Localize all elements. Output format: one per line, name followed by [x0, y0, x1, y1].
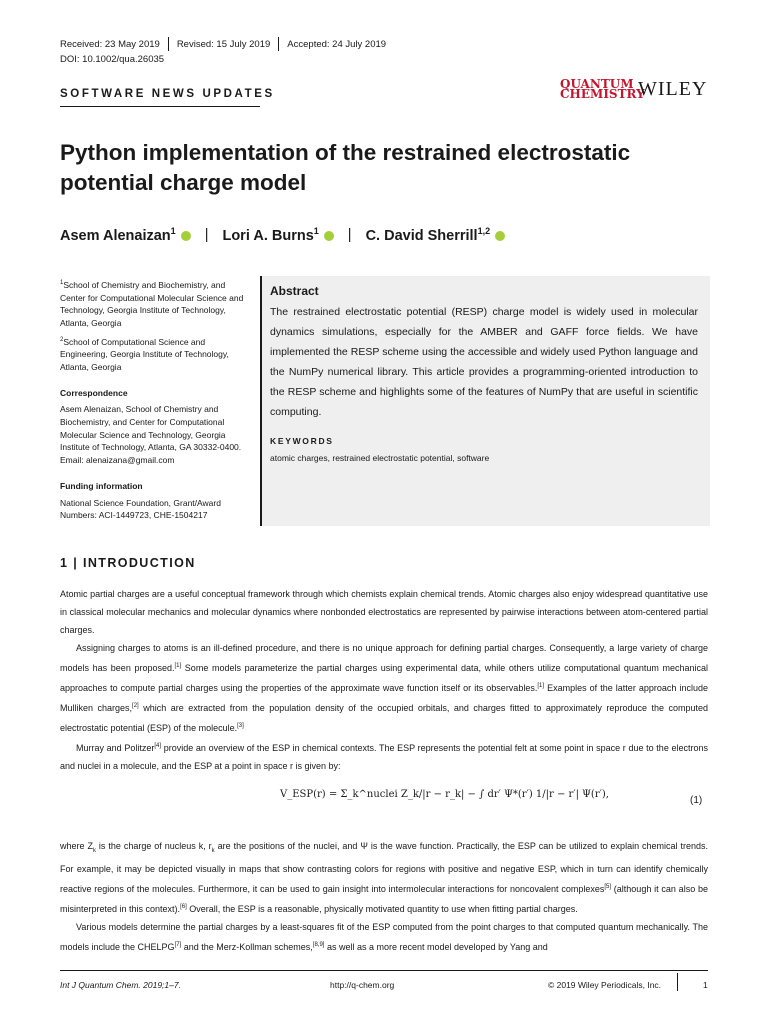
correspondence-text: Asem Alenaizan, School of Chemistry and Biochemistry, and Center for Computational Molecular Science and Technology, Georgia Institute of Technology, Atlanta, GA 30332-0400. Email: alenaizana@gmail.com [60, 404, 242, 466]
abstract-heading: Abstract [270, 284, 319, 298]
author-name[interactable]: Asem Alenaizan$^1$ [60, 226, 176, 244]
date-divider [168, 37, 169, 51]
footer-rule [60, 970, 708, 971]
paragraph: where $Z_k$ is the charge of nucleus k, $r_k$ are the positions of the nuclei, and Ψ is the wave function. Practically, the ESP can be utilized to explain chemical trends. For example, it may be depicted visually in maps that show contrasting colors for regions with positive and negative ESP, which in turn can identify chemically reactive regions of the molecules. Furthermore, it can be used to gain insight into intermolecular interactions for noncovalent complexes[5] (although it can also be misinterpreted in this context).[6] Overall, the ESP is a reasonable, physically motivated quantity to use when fitting partial charges. [60, 841, 709, 914]
body-text-block-2 [60, 837, 708, 956]
section-label: SOFTWARE NEWS UPDATES [60, 88, 275, 100]
page-number: 1 [703, 980, 708, 990]
keywords-text: atomic charges, restrained electrostatic potential, software [270, 453, 490, 463]
correspondence-heading: Correspondence [60, 387, 128, 398]
author-list [60, 226, 505, 244]
citation-ref[interactable]: [3] [237, 723, 244, 729]
date-divider [278, 37, 279, 51]
author-name[interactable]: Lori A. Burns$^1$ [222, 226, 319, 244]
abstract-text: The restrained electrostatic potential (RESP) charge model is widely used in molecular dynamics simulations, especially for the AMBER and GAFF force fields. We have implemented the RESP scheme using the accessible and widely used Python language and the NumPy numerical library. This article provides a programming-oriented introduction to the RESP scheme and highlights some of the features of NumPy that are useful in scientific computing. [270, 306, 698, 418]
author-name[interactable]: C. David Sherrill$^{1,2}$ [365, 226, 491, 244]
article-info-column [60, 277, 245, 526]
paragraph: Atomic partial charges are a useful conceptual framework through which chemists explain chemical trends. Atomic charges also enjoy widespread quantitative use in classical molecular mechanics and molecular dynamics where nonbonded electrostatics are represented by pairwise interactions between atom-centered partial charges. [60, 589, 708, 635]
paragraph: Murray and Politzer[4] provide an overview of the ESP in chemical contexts. The ESP represents the potential felt at some point in space r due to the electrons and nuclei in a molecule, and the ESP at a point in space r is given by: [60, 743, 709, 771]
journal-url[interactable]: http://q-chem.org [330, 980, 395, 990]
citation-ref[interactable]: [4] [154, 743, 162, 749]
keywords-heading: KEYWORDS [270, 436, 334, 446]
accepted-date: Accepted: 24 July 2019 [287, 38, 387, 50]
doi[interactable]: DOI: 10.1002/qua.26035 [60, 54, 165, 65]
funding-text: National Science Foundation, Grant/Award Numbers: ACI-1449723, CHE-1504217 [60, 497, 221, 521]
equation: V_ESP(r) = Σ_k^nuclei Z_k/|r − r_k| − ∫ dr′ Ψ*(r′) 1/|r − r′| Ψ(r′), [280, 789, 609, 800]
wiley-logo: WILEY [638, 77, 708, 100]
affiliation: $^1$School of Chemistry and Biochemistry, and Center for Computational Molecular Science and Technology, Georgia Institute of Technology, Atlanta, Georgia [60, 279, 244, 328]
section-rule [60, 106, 260, 107]
orcid-icon[interactable] [324, 231, 334, 241]
received-date: Received: 23 May 2019 [60, 38, 160, 50]
affiliation: $^2$School of Computational Science and Engineering, Georgia Institute of Technology, Atlanta, Georgia [60, 336, 229, 372]
citation-ref[interactable]: [7] [174, 941, 182, 948]
citation-ref[interactable]: [1] [537, 683, 544, 689]
publication-dates [60, 37, 386, 51]
copyright: © 2019 Wiley Periodicals, Inc. [548, 980, 662, 990]
quantum-chemistry-logo: QUANTUM CHEMISTRY [560, 77, 645, 101]
orcid-icon[interactable] [495, 231, 505, 241]
revised-date: Revised: 15 July 2019 [176, 38, 271, 50]
funding-heading: Funding information [60, 480, 143, 491]
citation-ref[interactable]: [1] [174, 663, 182, 669]
article-title: Python implementation of the restrained electrostatic potential charge model [60, 140, 631, 195]
author-separator: | [347, 226, 352, 243]
paragraph: Various models determine the partial charges by a least-squares fit of the ESP computed from the point charges to that computed quantum mechanically. The models include the CHELPG[7] and the Merz-Kollman schemes,[8,9] as well as a more recent model developed by Yang and [60, 921, 708, 952]
citation-ref[interactable]: [2] [132, 703, 139, 709]
footer-divider [677, 973, 678, 991]
section-heading: 1 | INTRODUCTION [60, 556, 196, 570]
citation-ref[interactable]: [5] [604, 883, 612, 890]
journal-citation: Int J Quantum Chem. 2019;1–7. [60, 980, 181, 990]
author-separator: | [204, 226, 209, 243]
equation-number: (1) [690, 795, 703, 806]
orcid-icon[interactable] [181, 231, 191, 241]
body-text-block-1 [60, 585, 708, 775]
citation-ref[interactable]: [8,9] [312, 941, 325, 948]
journal-logo [560, 76, 710, 102]
correspondence-email[interactable]: Email: alenaizana@gmail.com [60, 455, 175, 466]
paragraph: Assigning charges to atoms is an ill-defined procedure, and there is no unique approach for defining partial charges. Consequently, a large variety of charge models has been proposed.[1] Some models parameterize the partial charges using experimental data, while others utilize computational quantum mechanical approaches to compute partial charges using the properties of the approximate wave function itself or its observables.[1] Examples of the latter approach include Mulliken charges,[2] which are extracted from the population density of the occupied orbitals, and charges fitted to approximately reproduce the computed electrostatic potential (ESP) of the molecule.[3] [60, 643, 708, 733]
citation-ref[interactable]: [6] [180, 903, 187, 910]
